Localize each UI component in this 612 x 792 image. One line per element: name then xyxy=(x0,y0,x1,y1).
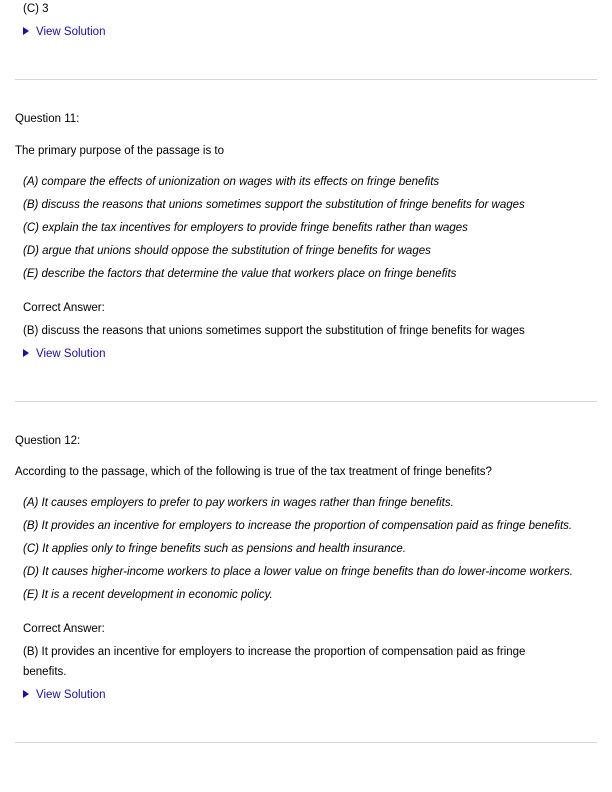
question-number-11: Question 11: xyxy=(15,113,80,125)
question-stem-11: The primary purpose of the passage is to xyxy=(15,145,225,157)
triangle-right-icon xyxy=(23,349,29,357)
divider xyxy=(15,79,597,80)
option-e-q12: (E) It is a recent development in economic policy. xyxy=(23,589,273,601)
view-solution-label: View Solution xyxy=(36,348,106,360)
correct-answer-label-q11: Correct Answer: xyxy=(23,302,105,314)
view-solution-link-q12[interactable] xyxy=(23,689,105,701)
option-d-q12: (D) It causes higher-income workers to place a lower value on fringe benefits than do lower-income workers. xyxy=(23,566,573,578)
divider xyxy=(15,742,597,743)
view-solution-label: View Solution xyxy=(36,689,106,701)
view-solution-link-q11[interactable] xyxy=(23,348,105,360)
option-a-q11: (A) compare the effects of unionization on wages with its effects on fringe benefits xyxy=(23,176,440,188)
question-stem-12: According to the passage, which of the following is true of the tax treatment of fringe benefits? xyxy=(15,466,492,478)
view-solution-label: View Solution xyxy=(36,26,106,38)
triangle-right-icon xyxy=(23,690,29,698)
previous-option-c: (C) 3 xyxy=(23,3,49,15)
option-b-q11: (B) discuss the reasons that unions sometimes support the substitution of fringe benefits for wages xyxy=(23,199,525,211)
divider xyxy=(15,401,597,402)
option-e-q11: (E) describe the factors that determine the value that workers place on fringe benefits xyxy=(23,268,457,280)
option-c-q11: (C) explain the tax incentives for employers to provide fringe benefits rather than wages xyxy=(23,222,468,234)
option-b-q12: (B) It provides an incentive for employers to increase the proportion of compensation paid as fringe benefits. xyxy=(23,520,573,532)
correct-answer-q12-line2: benefits. xyxy=(23,666,67,678)
correct-answer-q11: (B) discuss the reasons that unions sometimes support the substitution of fringe benefits for wages xyxy=(23,325,525,337)
view-solution-link-q10[interactable] xyxy=(23,26,105,38)
option-c-q12: (C) It applies only to fringe benefits such as pensions and health insurance. xyxy=(23,543,406,555)
option-d-q11: (D) argue that unions should oppose the substitution of fringe benefits for wages xyxy=(23,245,431,257)
triangle-right-icon xyxy=(23,27,29,35)
correct-answer-label-q12: Correct Answer: xyxy=(23,623,105,635)
question-number-12: Question 12: xyxy=(15,435,81,447)
option-a-q12: (A) It causes employers to prefer to pay workers in wages rather than fringe benefits. xyxy=(23,497,454,509)
correct-answer-q12-line1: (B) It provides an incentive for employers to increase the proportion of compensation paid as fringe xyxy=(23,646,526,658)
